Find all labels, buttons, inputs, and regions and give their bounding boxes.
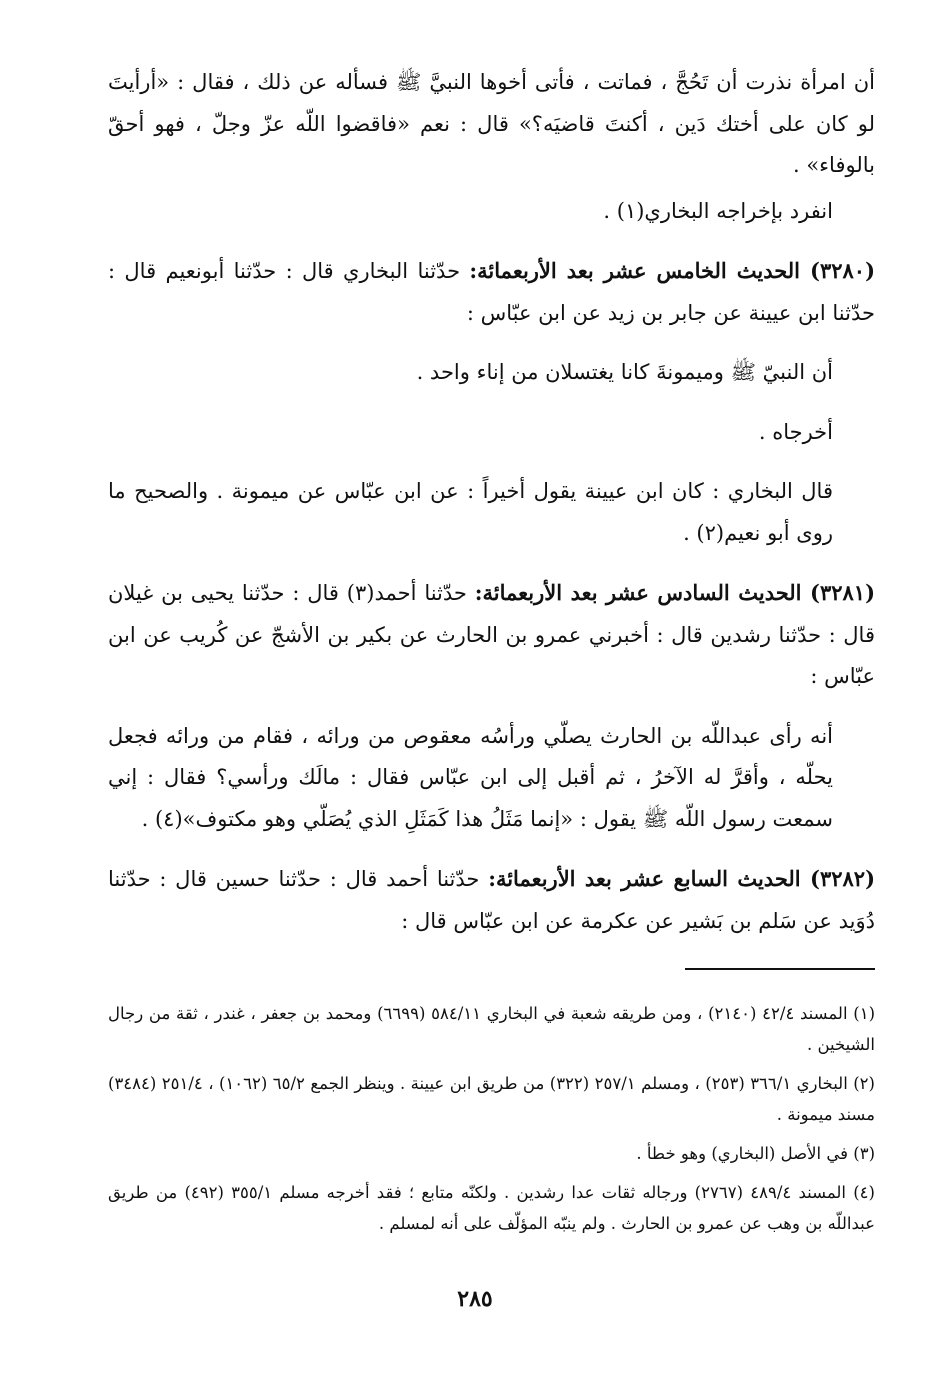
- footnote-1: (١) المسند ٤٢/٤ (٢١٤٠) ، ومن طريقه شعبة في البخاري ٥٨٤/١١ (٦٦٩٩) ومحمد بن جعفر ، غندر ، ثقة من رجال الشيخين .: [108, 1004, 875, 1054]
- hadith-3281-isnad-paragraph: [108, 572, 875, 698]
- footnote-3: (٣) في الأصل (البخاري) وهو خطأ .: [636, 1144, 875, 1163]
- hadith-3281-matn: أنه رأى عبداللّه بن الحارث يصلّي ورأسُه معقوص من ورائه ، فقام من ورائه فجعل يحلّه ، وأقرَّ له الآخرُ ، ثم أقبل إلى ابن عبّاس فقال : مالَك ورأسي؟ فقال : إني سمعت رسول اللّه ﷺ يقول : «إنما مَثَلُ هذا كَمَثَلِ الذي يُصَلّي وهو مكتوف»(٤) .: [108, 723, 833, 831]
- hadith-3280-isnad: حدّثنا البخاري قال : حدّثنا أبونعيم قال : حدّثنا ابن عيينة عن جابر بن زيد عن ابن عبّاس :: [108, 259, 875, 325]
- footnote-2: (٢) البخاري ٣٦٦/١ (٢٥٣) ، ومسلم ٢٥٧/١ (٣٢٢) من طريق ابن عيينة . وينظر الجمع ٦٥/٢ (١٠٦٢) ، ٢٥١/٤ (٣٤٨٤) مسند ميمونة .: [108, 1074, 875, 1124]
- hadith-3280-takhrij: أخرجاه .: [758, 419, 833, 444]
- hadith-3281-isnad: حدّثنا أحمد(٣) قال : حدّثنا يحيى بن غيلان قال : حدّثنا رشدين قال : أخبرني عمرو بن الحارث عن بكير بن الأشجّ عن كُريب عن ابن عبّاس :: [108, 581, 875, 688]
- page-number: ٢٨٥: [457, 1286, 493, 1312]
- hadith-3281-title: (٣٢٨١) الحديث السادس عشر بعد الأربعمائة:: [474, 580, 876, 605]
- hadith-3280-title: (٣٢٨٠) الحديث الخامس عشر بعد الأربعمائة:: [469, 258, 875, 283]
- footnote-separator: [685, 968, 875, 970]
- hadith-3282-title: (٣٢٨٢) الحديث السابع عشر بعد الأربعمائة:: [488, 866, 876, 891]
- main-text: [108, 62, 875, 942]
- hadith-3279-takhrij: انفرد بإخراجه البخاري(١) .: [603, 198, 833, 223]
- footnotes: [108, 998, 875, 1239]
- hadith-3280-isnad-paragraph: [108, 250, 875, 334]
- hadith-3280-matn: أن النبيّ ﷺ وميمونةَ كانا يغتسلان من إناء واحد .: [416, 360, 833, 384]
- footnote-4: (٤) المسند ٤٨٩/٤ (٢٧٦٧) ورجاله ثقات عدا رشدين . ولكنّه متابع ؛ فقد أخرجه مسلم ٣٥٥/١ (٤٩٢) من طريق عبداللّه بن وهب عن عمرو بن الحارث . ولم ينبّه المؤلّف على أنه لمسلم .: [108, 1183, 875, 1233]
- hadith-3279-text: أن امرأة نذرت أن تَحُجَّ ، فماتت ، فأتى أخوها النبيَّ ﷺ فسأله عن ذلك ، فقال : «أرأيتَ لو كان على أختك دَين ، أكنتَ قاضيَه؟» قال : نعم «فاقضوا اللّه عزّ وجلّ ، فهو أحقّ بالوفاء» .: [108, 70, 875, 177]
- hadith-3282-isnad: حدّثنا أحمد قال : حدّثنا حسين قال : حدّثنا دُوَيد عن سَلم بن بَشير عن عكرمة عن ابن عبّاس قال :: [108, 867, 875, 933]
- hadith-3280-comment: قال البخاري : كان ابن عيينة يقول أخيراً : عن ابن عبّاس عن ميمونة . والصحيح ما روى أبو نعيم(٢) .: [108, 479, 833, 545]
- hadith-3282-isnad-paragraph: [108, 858, 875, 942]
